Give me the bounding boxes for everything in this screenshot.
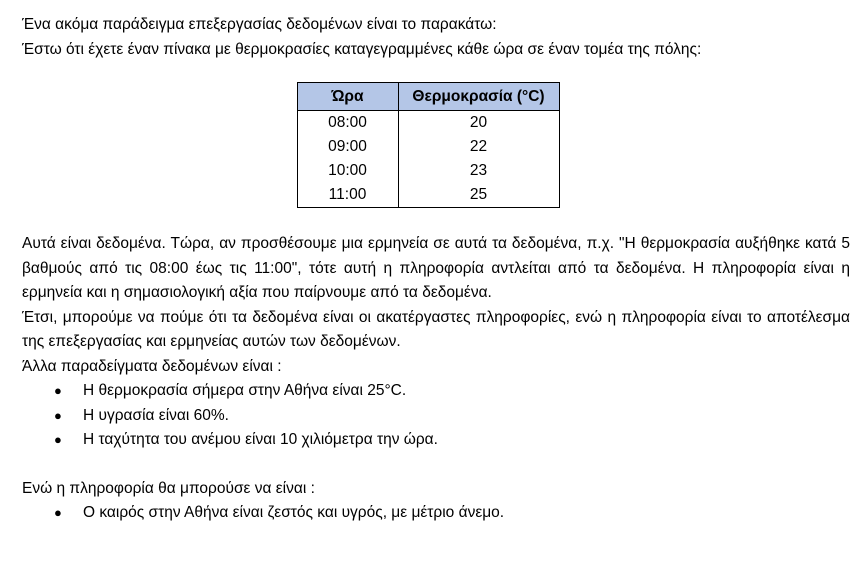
paragraph-data-vs-information: Έτσι, μπορούμε να πούμε ότι τα δεδομένα είναι οι ακατέργαστες πληροφορίες, ενώ η πληροφορία είναι το αποτέλεσμα της επεξεργασίας και ερμηνείας αυτών των δεδομένων. — [22, 308, 850, 350]
table-row — [297, 111, 559, 136]
list-item-text: Η θερμοκρασία σήμερα στην Αθήνα είναι 25°C. — [83, 382, 407, 399]
paragraph-data-interpretation: Αυτά είναι δεδομένα. Τώρα, αν προσθέσουμε μια ερμηνεία σε αυτά τα δεδομένα, π.χ. "Η θερμοκρασία αυξήθηκε κατά 5 βαθμούς από τις 08:00 έως τις 11:00", τότε αυτή η πληροφορία αντλείται από τα δεδομένα. Η πληροφορία είναι η ερμηνεία και η σημασιολογική αξία που παίρνουμε από τα δεδομένα. — [22, 235, 850, 301]
intro-line-1: Ένα ακόμα παράδειγμα επεξεργασίας δεδομένων είναι το παρακάτω: — [22, 16, 497, 33]
table-row — [297, 183, 559, 208]
temperature-table — [297, 82, 560, 208]
intro-line-2: Έστω ότι έχετε έναν πίνακα με θερμοκρασίες καταγεγραμμένες κάθε ώρα σε έναν τομέα της πόλης: — [22, 40, 702, 58]
bullet-icon: ● — [54, 407, 62, 423]
header-hour: Ώρα — [297, 83, 398, 111]
list-item-text: Η υγρασία είναι 60%. — [83, 406, 229, 424]
cell-hour: 09:00 — [297, 135, 398, 159]
table-row — [297, 159, 559, 183]
cell-temperature: 25 — [398, 183, 559, 208]
cell-hour: 08:00 — [297, 111, 398, 136]
cell-temperature: 23 — [398, 159, 559, 183]
information-intro: Ενώ η πληροφορία θα μπορούσε να είναι : — [22, 479, 315, 497]
header-temperature: Θερμοκρασία (°C) — [398, 83, 559, 111]
list-item — [22, 428, 850, 453]
list-item — [22, 404, 850, 429]
bullet-icon: ● — [54, 383, 62, 398]
table-row — [297, 135, 559, 159]
table-header-row — [297, 83, 559, 111]
list-item-text: Η ταχύτητα του ανέμου είναι 10 χιλιόμετρα την ώρα. — [83, 431, 438, 448]
cell-hour: 10:00 — [297, 159, 398, 183]
examples-intro: Άλλα παραδείγματα δεδομένων είναι : — [22, 357, 282, 375]
list-item-text: Ο καιρός στην Αθήνα είναι ζεστός και υγρός, με μέτριο άνεμο. — [83, 504, 505, 521]
spacer — [22, 453, 850, 477]
list-item — [22, 501, 850, 526]
document-page — [22, 13, 850, 526]
cell-temperature: 22 — [398, 135, 559, 159]
cell-hour: 11:00 — [297, 183, 398, 208]
temperature-table-container — [22, 82, 850, 208]
information-list — [22, 501, 850, 526]
bullet-icon: ● — [54, 505, 62, 520]
examples-list — [22, 379, 850, 453]
list-item — [22, 379, 850, 404]
bullet-icon: ● — [54, 432, 62, 447]
cell-temperature: 20 — [398, 111, 559, 136]
